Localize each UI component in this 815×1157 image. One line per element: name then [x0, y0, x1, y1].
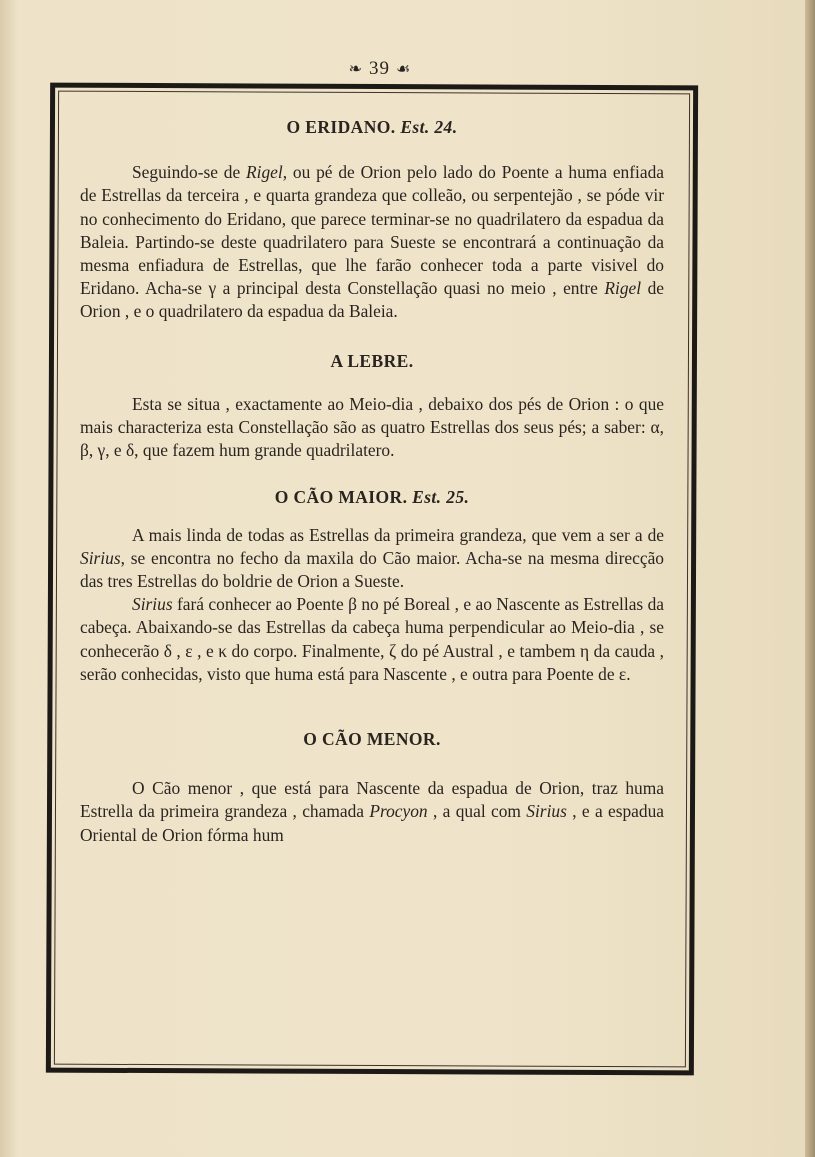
plate-reference: Est. 24.	[400, 117, 458, 137]
paragraph: A mais linda de todas as Estrellas da primeira grandeza, que vem a ser a de Sirius, se encontra no fecho da maxila do Cão maior. Acha-se na mesma direcção das tres Estrellas do boldrie de Orion a Sueste.	[80, 524, 664, 592]
section-heading: A LEBRE.	[330, 350, 414, 371]
italic-name: Rigel	[246, 162, 283, 183]
paragraph: Esta se situa , exactamente ao Meio-dia , debaixo dos pés de Orion : o que mais characteriza esta Constellação são as quatro Estrellas dos seus pés; a saber: α, β, γ, e δ, que fazem hum grande quadrilatero.	[80, 393, 664, 461]
page-body	[80, 116, 664, 847]
italic-name: Procyon	[369, 801, 428, 822]
section-lebre	[80, 350, 664, 463]
italic-name: Sirius	[80, 547, 121, 568]
italic-name: Rigel	[604, 278, 642, 299]
section-cao-maior	[80, 486, 664, 686]
paragraph: Sirius fará conhecer ao Poente β no pé Boreal , e ao Nascente as Estrellas da cabeça. Abaixando-se das Estrellas da cabeça huma perpendicular ao Meio-dia , se conhecerão δ , ε , e κ do corpo. Finalmente, ζ do pé Austral , e tambem η da cauda , serão conhecidas, visto que huma está para Nascente , e outra para Poente de ε.	[80, 594, 664, 684]
paragraph: O Cão menor , que está para Nascente da espadua de Orion, traz huma Estrella da primeira grandeza , chamada Procyon , a qual com Sirius , e a espadua Oriental de Orion fórma hum	[80, 778, 665, 845]
italic-name: Sirius	[132, 594, 173, 615]
plate-reference: Est. 25.	[412, 487, 470, 508]
italic-name: Sirius	[526, 801, 567, 822]
section-eridano	[80, 116, 664, 324]
page-header	[0, 58, 760, 80]
section-heading: O CÃO MENOR.	[303, 729, 441, 750]
section-heading: O CÃO MAIOR. Est. 25.	[274, 487, 470, 508]
left-ornament-icon: ❧	[348, 61, 364, 78]
right-ornament-icon: ☙	[396, 61, 412, 78]
paragraph: Seguindo-se de Rigel, ou pé de Orion pelo lado do Poente a huma enfiada de Estrellas da terceira , e quarta grandeza que colleão, ou serpentejão , se póde vir no conhecimento do Eridano, que parece terminar-se no quadrilatero da espadua da Baleia. Partindo-se deste quadrilatero para Sueste se encontrará a continuação da mesma enfiadura de Estrellas, que lhe farão conhecer toda a parte visivel do Eridano. Acha-se γ a principal desta Constellação quasi no meio , entre Rigel de Orion , e o quadrilatero da espadua da Baleia.	[80, 162, 664, 322]
section-cao-menor	[80, 728, 664, 847]
page-number: 39	[369, 58, 391, 79]
section-heading: O ERIDANO. Est. 24.	[286, 117, 458, 137]
book-spine-edge	[805, 0, 815, 1157]
